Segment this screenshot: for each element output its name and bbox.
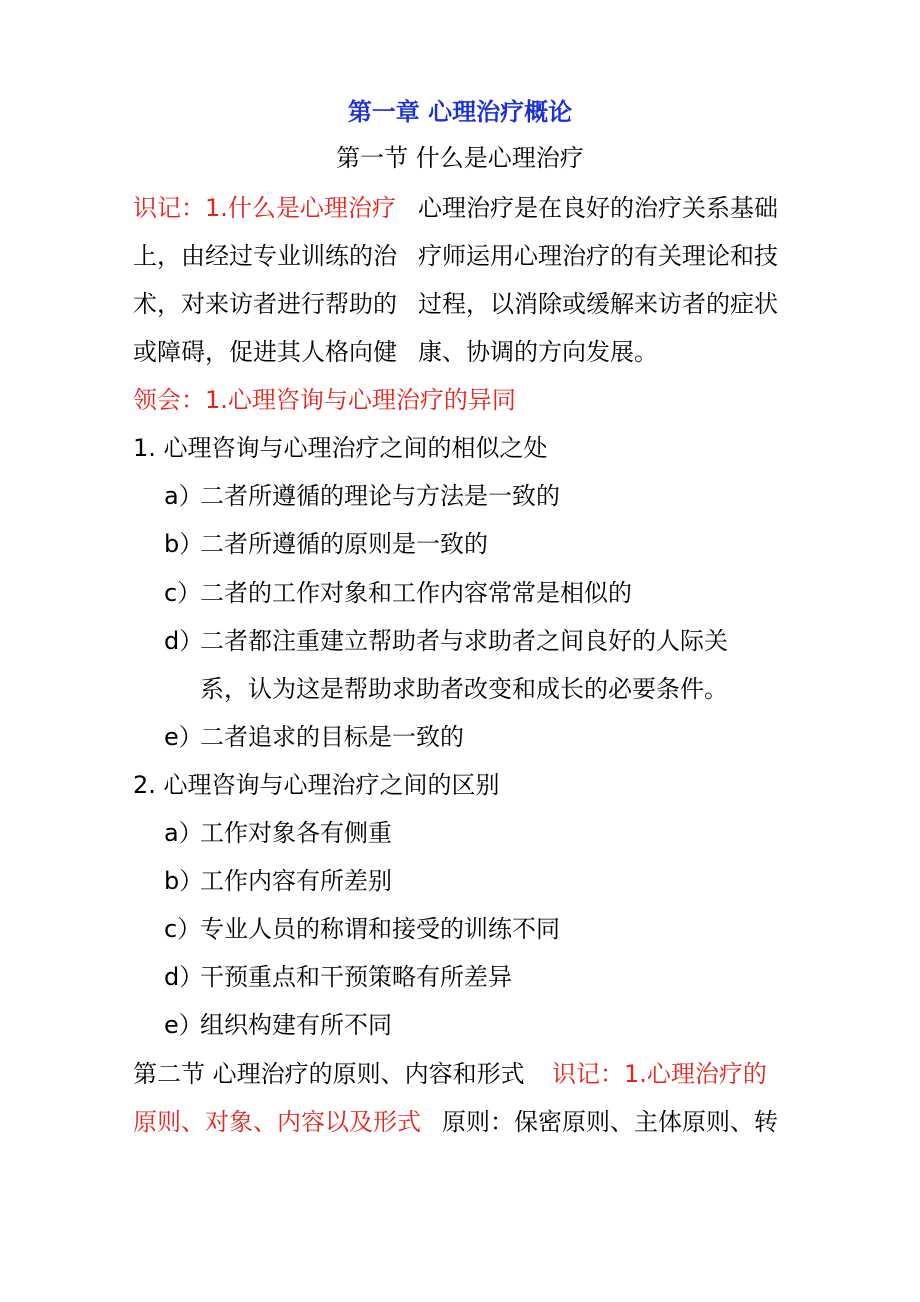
paragraph-line <box>0 328 920 376</box>
memorize-label: 识记：1.什么是心理治疗 <box>133 194 396 222</box>
understand-heading-text: 领会：1.心理咨询与心理治疗的异同 <box>133 386 516 414</box>
list-marker: a） <box>164 819 203 847</box>
list-item-text: 系，认为这是帮助求助者改变和成长的必要条件。 <box>200 675 728 703</box>
list-marker: d） <box>164 627 204 655</box>
section-title: 第一节 什么是心理治疗 <box>336 144 584 172</box>
list-item-text: 工作对象各有侧重 <box>200 819 392 847</box>
list-item <box>0 857 920 905</box>
chapter-title: 第一章 心理治疗概论 <box>347 98 573 126</box>
list-item <box>0 617 920 665</box>
list-marker: e） <box>164 723 203 751</box>
list-marker: b） <box>164 867 204 895</box>
list-item <box>0 713 920 761</box>
list-item-text: 组织构建有所不同 <box>200 1011 392 1039</box>
memorize-label: 原则、对象、内容以及形式 <box>133 1108 421 1136</box>
paragraph-text: 或障碍，促进其人格向健 <box>133 338 397 366</box>
list-heading-similar <box>0 424 920 472</box>
list-heading-difference <box>0 761 920 809</box>
paragraph-text: 疗师运用心理治疗的有关理论和技 <box>418 242 778 270</box>
list-item <box>0 809 920 857</box>
list-item <box>0 1001 920 1049</box>
list-marker: c） <box>164 579 202 607</box>
list-item-text: 专业人员的称谓和接受的训练不同 <box>200 915 560 943</box>
paragraph-line <box>0 184 920 232</box>
list-item-text: 二者所遵循的原则是一致的 <box>200 530 488 558</box>
list-item-text: 二者所遵循的理论与方法是一致的 <box>200 482 560 510</box>
paragraph-text: 康、协调的方向发展。 <box>418 338 658 366</box>
memorize-label: 识记：1.心理治疗的 <box>552 1060 767 1088</box>
paragraph-line <box>0 280 920 328</box>
paragraph-text: 原则：保密原则、主体原则、转 <box>442 1108 778 1136</box>
list-item-continuation <box>0 665 920 713</box>
paragraph-text: 心理治疗是在良好的治疗关系基础 <box>418 194 778 222</box>
paragraph-line <box>0 232 920 280</box>
list-marker: a） <box>164 482 203 510</box>
paragraph-text: 上，由经过专业训练的治 <box>133 242 397 270</box>
list-item <box>0 569 920 617</box>
list-marker: d） <box>164 963 204 991</box>
list-item-text: 工作内容有所差别 <box>200 867 392 895</box>
section2-title: 第二节 心理治疗的原则、内容和形式 <box>133 1060 525 1088</box>
list-marker: c） <box>164 915 202 943</box>
list-marker: b） <box>164 530 204 558</box>
list-item <box>0 472 920 520</box>
list-item <box>0 520 920 568</box>
section2-line <box>0 1050 920 1098</box>
list-item-text: 二者追求的目标是一致的 <box>200 723 464 751</box>
list-marker: e） <box>164 1011 203 1039</box>
list-item-text: 二者都注重建立帮助者与求助者之间良好的人际关 <box>200 627 728 655</box>
paragraph-text: 术，对来访者进行帮助的 <box>133 290 397 318</box>
list-heading-text: 2. 心理咨询与心理治疗之间的区别 <box>133 771 500 799</box>
paragraph-text: 过程，以消除或缓解来访者的症状 <box>418 290 778 318</box>
list-item <box>0 905 920 953</box>
list-item-text: 干预重点和干预策略有所差异 <box>200 963 512 991</box>
list-item-text: 二者的工作对象和工作内容常常是相似的 <box>200 579 632 607</box>
list-item <box>0 953 920 1001</box>
section2-line <box>0 1098 920 1146</box>
list-heading-text: 1. 心理咨询与心理治疗之间的相似之处 <box>133 434 548 462</box>
understand-heading <box>0 376 920 424</box>
